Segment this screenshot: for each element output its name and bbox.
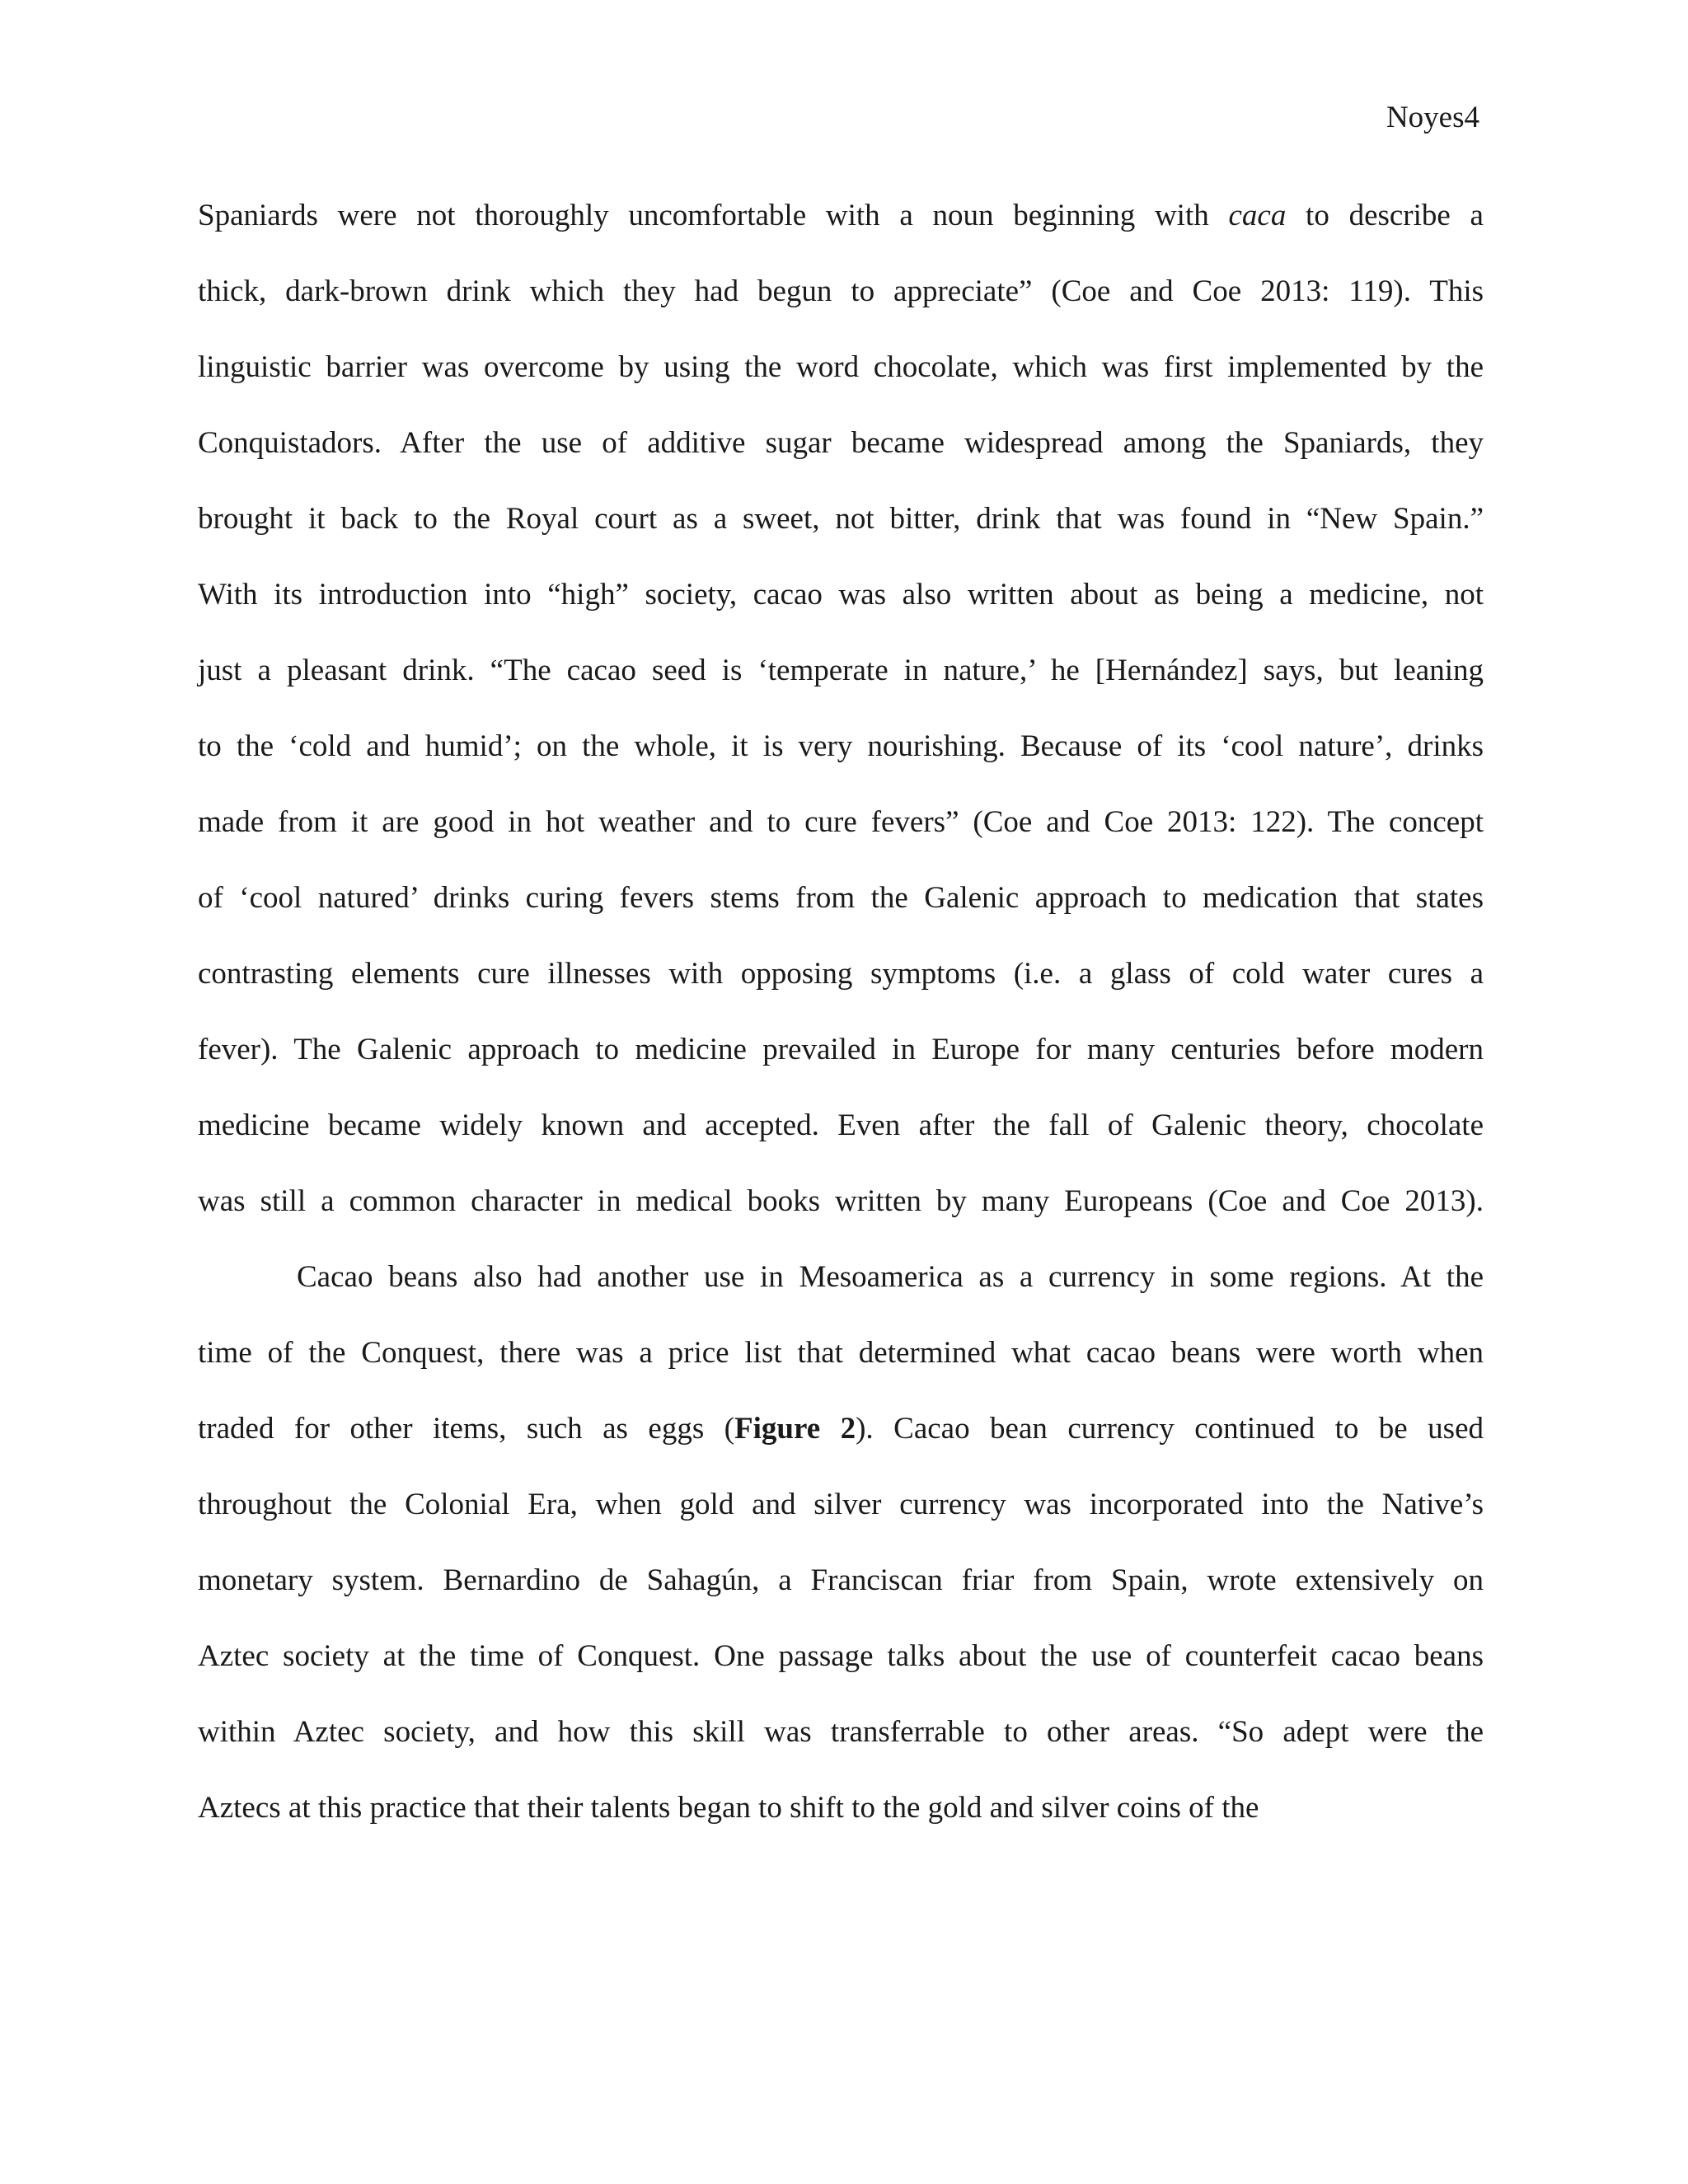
text-line: within Aztec society, and how this skill was transferrable to other areas. “So adept were the bbox=[198, 1715, 1484, 1749]
text-line: linguistic barrier was overcome by using the word chocolate, which was first implemented by the bbox=[198, 350, 1484, 384]
text-line: brought it back to the Royal court as a sweet, not bitter, drink that was found in “New Spain.” bbox=[198, 502, 1484, 536]
text-line: throughout the Colonial Era, when gold and silver currency was incorporated into the Native’s bbox=[198, 1488, 1484, 1521]
text-line: time of the Conquest, there was a price list that determined what cacao beans were worth when bbox=[198, 1336, 1484, 1370]
body-text bbox=[198, 193, 1484, 1861]
text-line: monetary system. Bernardino de Sahagún, a Franciscan friar from Spain, wrote extensively on bbox=[198, 1563, 1484, 1597]
text-line: contrasting elements cure illnesses with opposing symptoms (i.e. a glass of cold water cures a bbox=[198, 957, 1484, 991]
text-line bbox=[198, 193, 1484, 269]
text-line: Aztecs at this practice that their talents began to shift to the gold and silver coins of the bbox=[198, 1791, 1259, 1825]
text-line: With its introduction into “high” society, cacao was also written about as being a medicine, not bbox=[198, 578, 1484, 612]
text-line: to the ‘cold and humid’; on the whole, it is very nourishing. Because of its ‘cool nature’, drinks bbox=[198, 729, 1484, 763]
text-line: made from it are good in hot weather and to cure fevers” (Coe and Coe 2013: 122). The concept bbox=[198, 805, 1484, 839]
text-line: Aztec society at the time of Conquest. One passage talks about the use of counterfeit cacao beans bbox=[198, 1639, 1484, 1673]
text-line: of ‘cool natured’ drinks curing fevers stems from the Galenic approach to medication that states bbox=[198, 881, 1484, 915]
text-line: thick, dark-brown drink which they had begun to appreciate” (Coe and Coe 2013: 119). This bbox=[198, 274, 1484, 308]
text-line: medicine became widely known and accepted. Even after the fall of Galenic theory, chocolate bbox=[198, 1108, 1484, 1142]
text-segment: ). Cacao bean currency continued to be used bbox=[856, 1412, 1484, 1446]
text-line: fever). The Galenic approach to medicine prevailed in Europe for many centuries before modern bbox=[198, 1033, 1484, 1066]
text-line: Conquistadors. After the use of additive sugar became widespread among the Spaniards, they bbox=[198, 426, 1484, 460]
text-segment: Spaniards were not thoroughly uncomfortable with a noun beginning with bbox=[198, 199, 1229, 232]
text-segment: to describe a bbox=[1286, 199, 1484, 232]
text-line: just a pleasant drink. “The cacao seed is ‘temperate in nature,’ he [Hernández] says, but leaning bbox=[198, 654, 1484, 687]
text-line: Cacao beans also had another use in Mesoamerica as a currency in some regions. At the bbox=[297, 1260, 1484, 1294]
text-line bbox=[198, 1406, 1484, 1482]
text-segment: traded for other items, such as eggs ( bbox=[198, 1412, 735, 1446]
running-head: Noyes4 bbox=[1386, 101, 1479, 134]
figure-reference: Figure 2 bbox=[734, 1412, 856, 1446]
italic-term: caca bbox=[1228, 199, 1287, 232]
text-line: was still a common character in medical books written by many Europeans (Coe and Coe 2013). bbox=[198, 1184, 1484, 1218]
